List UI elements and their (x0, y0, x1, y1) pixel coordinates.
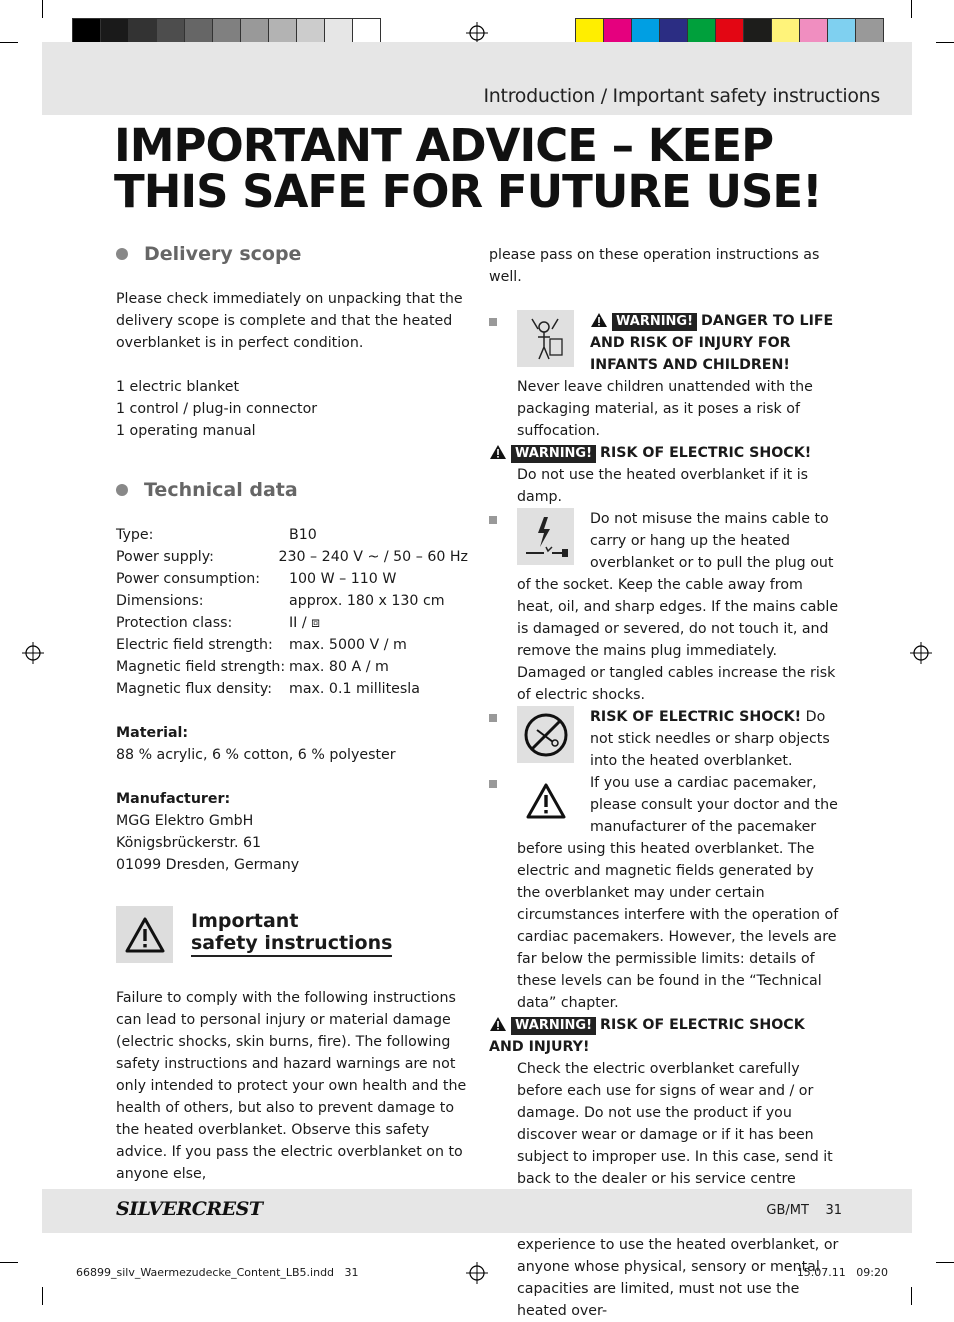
bullet-dot-icon (116, 248, 128, 260)
list-item: experience to use the heated overblanket, or anyone whose physical, sensory or mental capacities are limited, must not use the heated over- (489, 1212, 841, 1322)
table-row: Magnetic flux density: max. 0.1 millitesla (116, 681, 420, 697)
safety-section-heading: Important safety instructions (116, 906, 468, 963)
material-value: 88 % acrylic, 6 % cotton, 6 % polyester (116, 747, 396, 763)
table-row: Electric field strength: max. 5000 V / m (116, 637, 407, 653)
square-bullet-icon (489, 516, 497, 524)
warning-triangle-icon (590, 312, 608, 328)
table-row: Protection class: II / ⧈ (116, 615, 321, 631)
crop-mark (911, 0, 912, 18)
manufacturer-label: Manufacturer: (116, 791, 231, 807)
delivery-item: 1 operating manual (116, 423, 256, 439)
child-hazard-icon (517, 310, 574, 367)
table-row: Power consumption: 100 W – 110 W (116, 571, 397, 587)
warning-triangle-icon (116, 906, 173, 963)
manufacturer-line: Königsbrückerstr. 61 (116, 835, 262, 851)
print-slug-date: 15.07.11 09:20 (796, 1266, 888, 1279)
registration-mark-icon (22, 642, 44, 664)
table-row: Magnetic field strength: max. 80 A / m (116, 659, 389, 675)
delivery-intro: Please check immediately on unpacking that the delivery scope is complete and that the heated overblanket is in perfect condition. (116, 291, 463, 351)
table-row: Power supply: 230 – 240 V ~ / 50 – 60 Hz (116, 549, 468, 565)
crop-mark (911, 1287, 912, 1305)
warning-notice: WARNING! RISK OF ELECTRIC SHOCK! (489, 442, 841, 464)
table-row: Dimensions: approx. 180 x 130 cm (116, 593, 445, 609)
list-item: WARNING! DANGER TO LIFE AND RISK OF INJURY FOR INFANTS AND CHILDREN! Never leave children unattended with the packaging material, as it poses a risk of suffocation. (489, 310, 841, 442)
delivery-item: 1 control / plug-in connector (116, 401, 318, 417)
registration-mark-icon (910, 642, 932, 664)
technical-data-table (116, 524, 468, 700)
manufacturer-line: MGG Elektro GmbH (116, 813, 254, 829)
list-item: Do not misuse the mains cable to carry or hang up the heated overblanket or to pull the plug out of the socket. Keep the cable away from heat, oil, and sharp edges. If the mains cable is damaged or severed, do not touch it, and remove the mains plug immediately. Damaged or tangled cables increase the risk of electric shocks. (489, 508, 841, 706)
square-bullet-icon (489, 714, 497, 722)
warning-triangle-icon (489, 1016, 507, 1032)
list-item: RISK OF ELECTRIC SHOCK! Do not stick needles or sharp objects into the heated overblanket. (489, 706, 841, 772)
material-label: Material: (116, 725, 189, 741)
registration-mark-icon (466, 22, 488, 44)
page-title: IMPORTANT ADVICE – KEEP THIS SAFE FOR FUTURE USE! (114, 119, 822, 218)
left-column (116, 240, 468, 1185)
print-slug-filename: 66899_silv_Waermezudecke_Content_LB5.indd 31 (76, 1266, 359, 1279)
brand-logo: SILVERCREST (116, 1198, 263, 1220)
manufacturer-line: 01099 Dresden, Germany (116, 857, 300, 873)
warning-badge: WARNING! (612, 313, 697, 331)
crop-mark (936, 42, 954, 43)
crop-mark (0, 1262, 18, 1263)
no-needles-icon (517, 706, 574, 763)
safety-intro: Failure to comply with the following instructions can lead to personal injury or material damage (electric shocks, skin burns, fire). The following safety instructions and hazard warnings are not only intended to protect your own health and the health of others, but also to prevent damage to the heated overblanket. Observe this safety advice. If you pass the electric overblanket on to anyone else, (116, 990, 467, 1182)
warning-badge: WARNING! (511, 445, 596, 463)
list-item: If you use a cardiac pacemaker, please consult your doctor and the manufacturer of the pacemaker before using this heated overblanket. The electric and magnetic fields generated by the overblanket may under certain circumstances interfere with the operation of cardiac pacemakers. However, the levels are far below the permissible limits: details of these levels can be found in the “Technical data” chapter. (489, 772, 841, 1014)
crop-mark (0, 42, 18, 43)
delivery-item: 1 electric blanket (116, 379, 240, 395)
crop-mark (936, 1262, 954, 1263)
square-bullet-icon (489, 780, 497, 788)
crop-mark (42, 0, 43, 18)
table-row: Type: B10 (116, 527, 317, 543)
bullet-dot-icon (116, 484, 128, 496)
warning-triangle-icon (517, 772, 574, 829)
square-bullet-icon (489, 318, 497, 326)
warning-badge: WARNING! (511, 1017, 596, 1035)
delivery-scope-heading: Delivery scope (116, 240, 468, 268)
warning-triangle-icon (489, 444, 507, 460)
right-column: please pass on these operation instructions as well. WARNING! DANGER TO LIFE AND RISK OF INJURY FOR INFANTS AND CHILDREN! Never leave children unattended with the packaging material, as it poses a risk of suffocation. WARNING! RISK OF ELECTRIC SHOCK! Do not use the heated overblanket if it is damp. Do not misuse the mains cable to carry or hang up the heated overblanket or to pull the plug out of the socket. Keep the cable away from heat, oil, and sharp edges. If the mains cable is damaged or severed, do not touch it, and remove the mains plug immediately. Damaged or tangled cables increase the risk of electric shocks. RISK OF ELECTRIC SHOCK! Do not stick needles or sharp objects into the heated overblanket. If you use a cardiac pacemaker, please consult your doctor and the manufacturer of the pacemaker before using this heated overblanket. The electric and magnetic fields generated by the overblanket may under certain circumstances interfere with the operation of cardiac pacemakers. However, the levels are far below the permissible limits: details of these levels can be found in the “Technical data” chapter. WARNING! RISK OF ELECTRIC SHOCK AND INJURY! Check the electric overblanket carefully before each use for signs of wear and / or damage. Do not use the product if you discover wear or damage or if it has been subject to improper use. In this case, send it back to the dealer or his service centre experience to use the heated overblanket, or anyone whose physical, sensory or mental capacities are limited, must not use the heated over- (489, 244, 841, 1322)
page-number: GB/MT 31 (766, 1203, 842, 1218)
registration-mark-icon (466, 1262, 488, 1284)
technical-data-heading: Technical data (116, 476, 468, 504)
crop-mark (42, 1287, 43, 1305)
warning-notice: WARNING! RISK OF ELECTRIC SHOCK AND INJURY! (489, 1017, 805, 1055)
running-header: Introduction / Important safety instructions (483, 85, 880, 107)
electric-cable-hazard-icon (517, 508, 574, 565)
continuation-text: please pass on these operation instructions as well. (489, 247, 820, 285)
